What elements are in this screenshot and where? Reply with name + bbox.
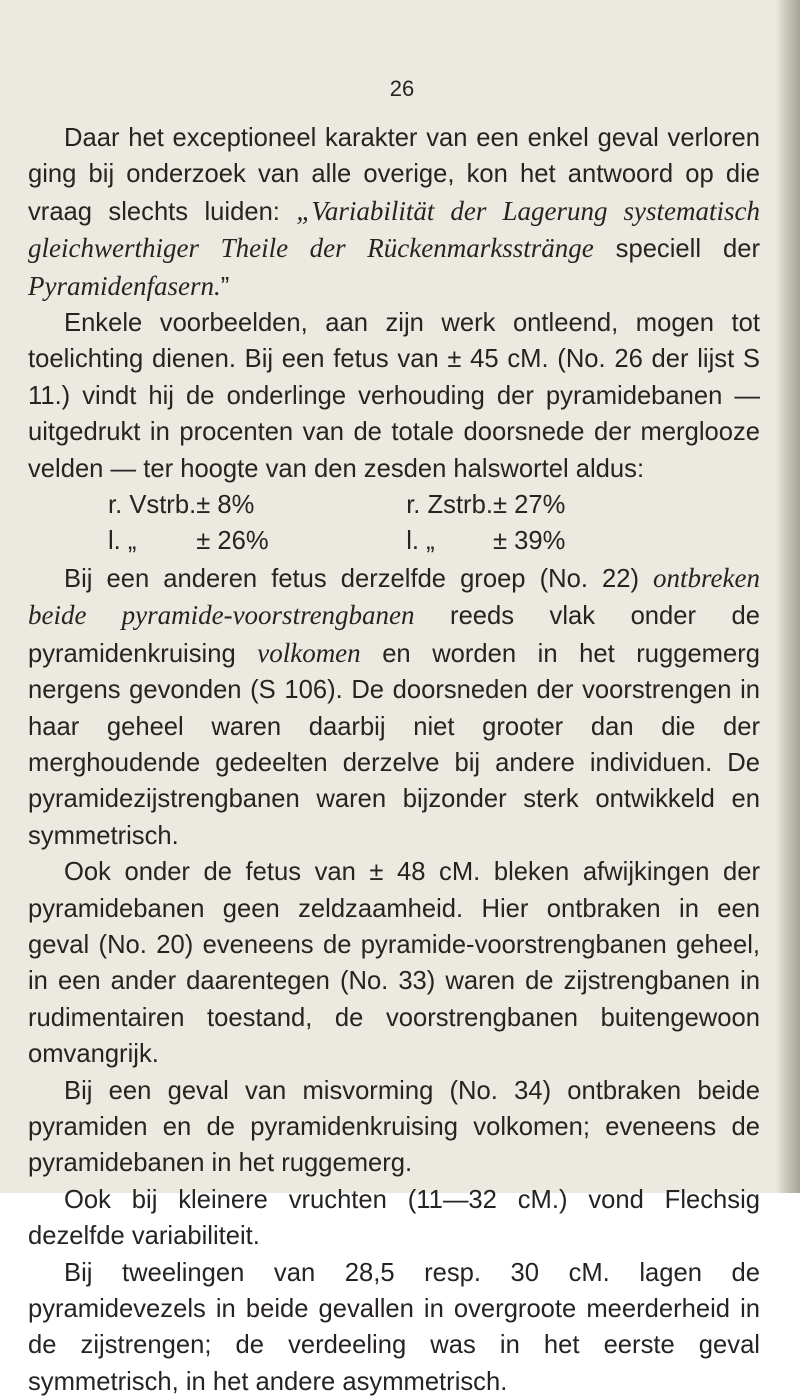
- quote-italic: „Variabilität der Lagerung systematisch gleichwerthiger Theile der Rückenmarksstränge: [28, 195, 760, 264]
- paragraph-5: Bij een geval van misvorming (No. 34) ontbraken beide pyramiden en de pyramidenkruising volkomen; eveneens de pyramidebanen in het ruggemerg.: [28, 1076, 760, 1178]
- table-cell: ± 8%: [196, 491, 255, 520]
- paragraph-4: Ook onder de fetus van ± 48 cM. bleken afwijkingen der pyramidebanen geen zeldzaamheid. Hier ontbraken in een geval (No. 20) eveneens de pyramide-voorstrengbanen geheel, in een ander daarentegen (No. 33) waren de zijstrengbanen in rudimentairen toestand, de voorstrengbanen buitengewoon omvangrijk.: [28, 858, 760, 1069]
- table-cell: l. „: [108, 527, 137, 556]
- percentage-table: [108, 487, 565, 560]
- quote-italic-2: Pyramidenfasern.: [28, 270, 221, 301]
- table-cell: r. Zstrb.: [406, 491, 493, 520]
- table-row: [108, 487, 565, 523]
- table-cell: ± 26%: [196, 527, 269, 556]
- table-cell: ± 39%: [492, 527, 566, 556]
- paragraph-7: Bij tweelingen van 28,5 resp. 30 cM. lagen de pyramidevezels in beide gevallen in overgroote meerderheid in de zijstrengen; de verdeeling was in het eerste geval symmetrisch, in het andere asymmetrisch.: [28, 1258, 760, 1396]
- page-number: 26: [389, 76, 415, 101]
- emphasis-italic: ontbreken beide pyramide-voorstrengbanen: [28, 562, 760, 631]
- table-cell: ± 27%: [492, 491, 566, 520]
- body-text: [28, 120, 760, 1400]
- page-edge-shadow: [776, 0, 800, 1193]
- table-cell: l. „: [406, 527, 435, 556]
- paragraph-1-text-2: speciell der: [593, 235, 760, 264]
- paragraph-1-text: Daar het exceptioneel karakter van een enkel geval verloren ging bij onderzoek van alle overige, kon het antwoord op die vraag slechts luiden:: [28, 124, 760, 226]
- paragraph-3-text-2: reeds vlak onder de pyramidenkruising: [28, 602, 760, 668]
- emphasis-italic-2: volkomen: [257, 637, 361, 668]
- paragraph-3-text: Bij een anderen fetus derzelfde groep (No. 22): [64, 564, 654, 593]
- paragraph-3-text-3: en worden in het ruggemerg nergens gevonden (S 106). De doorsneden der voorstrengen in haar geheel waren daarbij niet grooter dan die der merghoudende gedeelten derzelve bij andere individuen. De pyramidezijstrengbanen waren bijzonder sterk ontwikkeld en symmetrisch.: [28, 639, 760, 850]
- paragraph-3: [28, 560, 760, 854]
- table-cell: r. Vstrb.: [108, 491, 197, 520]
- paragraph-6: Ook bij kleinere vruchten (11—32 cM.) vond Flechsig dezelfde variabiliteit.: [28, 1185, 760, 1251]
- paragraph-1: [28, 120, 760, 305]
- table-row: [108, 523, 565, 559]
- closing-quote: ”: [220, 272, 230, 301]
- paragraph-2: Enkele voorbeelden, aan zijn werk ontleend, mogen tot toelichting dienen. Bij een fetus van ± 45 cM. (No. 26 der lijst S 11.) vindt hij de onderlinge verhouding der pyramidebanen — uitgedrukt in procenten van de totale doorsnede der merglooze velden — ter hoogte van den zesden halswortel aldus:: [28, 309, 760, 483]
